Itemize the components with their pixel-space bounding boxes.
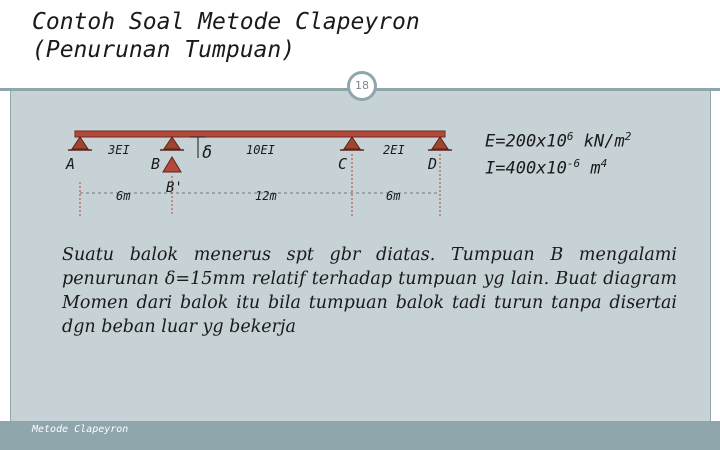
label-stiffness-bc: 10EI	[246, 143, 275, 157]
problem-statement: Suatu balok menerus spt gbr diatas. Tumpuan B mengalami penurunan δ=15mm relatif terhadap tumpuan yg lain. Buat diagram Momen dari balok itu bila tumpuan balok tadi turun tanpa disertai dgn beban luar yg bekerja	[62, 245, 677, 337]
label-support-b-prime: B'	[166, 180, 183, 196]
title-line-1: Contoh Soal Metode Clapeyron	[32, 9, 420, 35]
support-a-triangle	[72, 137, 88, 149]
settled-support-b-triangle	[163, 157, 181, 172]
moment-of-inertia: $I=400x10^{-6}$ $m^4$	[485, 156, 608, 179]
material-properties	[485, 126, 631, 179]
title-line-2: (Penurunan Tumpuan)	[32, 37, 296, 63]
label-support-b: B	[151, 155, 161, 173]
beam-diagram	[50, 120, 470, 230]
right-border	[710, 88, 711, 423]
left-border	[10, 88, 11, 423]
slide-number-badge: 18	[347, 71, 377, 101]
label-support-d: D	[428, 155, 438, 173]
elastic-modulus: $E=200x10^6$ $kN/m^2$	[485, 130, 632, 152]
label-support-c: C	[338, 155, 348, 173]
continuous-beam	[75, 131, 445, 137]
label-support-a: A	[66, 155, 76, 173]
label-length-ab: 6m	[116, 189, 131, 203]
label-stiffness-cd: 2EI	[383, 143, 405, 157]
support-b-triangle	[164, 137, 180, 149]
label-delta: δ	[202, 143, 213, 163]
footer-label: Metode Clapeyron	[32, 424, 129, 435]
slide-title	[32, 8, 420, 64]
support-d-triangle	[432, 137, 448, 149]
support-c-triangle	[344, 137, 360, 149]
label-length-bc: 12m	[255, 189, 277, 203]
label-stiffness-ab: 3EI	[108, 143, 130, 157]
label-length-cd: 6m	[386, 189, 401, 203]
